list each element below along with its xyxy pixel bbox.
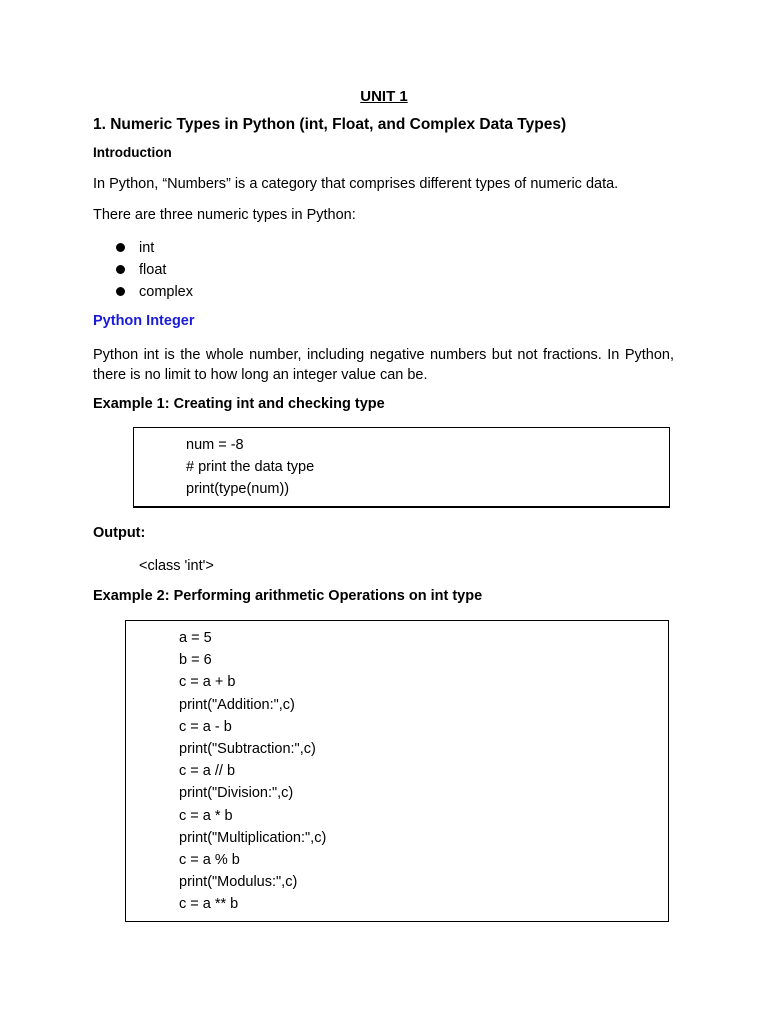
output-value: <class 'int'>	[139, 558, 214, 574]
list-item	[93, 260, 193, 282]
code-line: num = -8	[186, 437, 244, 453]
code-line: print("Multiplication:",c)	[179, 829, 327, 846]
numeric-types-list	[93, 238, 193, 304]
code-line: print(type(num))	[186, 481, 290, 498]
python-integer-heading: Python Integer	[93, 313, 195, 329]
integer-description: Python int is the whole number, including negative numbers but not fractions. In Python, there is no limit to how long an integer value can be.	[93, 347, 674, 383]
code-line: print("Division:",c)	[179, 785, 294, 802]
example2-code-box	[125, 620, 669, 922]
code-line: c = a // b	[179, 763, 236, 780]
code-line: a = 5	[179, 630, 212, 646]
bullet-icon	[116, 265, 125, 274]
code-line: print("Subtraction:",c)	[179, 740, 316, 757]
section-heading: 1. Numeric Types in Python (int, Float, and Complex Data Types)	[93, 116, 567, 133]
list-item	[93, 238, 193, 260]
code-line: # print the data type	[186, 459, 315, 476]
list-item-label: complex	[139, 284, 193, 300]
intro-heading: Introduction	[93, 145, 172, 160]
example1-heading: Example 1: Creating int and checking type	[93, 396, 385, 412]
code-line: print("Addition:",c)	[179, 696, 295, 713]
code-line: b = 6	[179, 652, 212, 669]
example1-code-box	[133, 427, 670, 508]
output-label: Output:	[93, 525, 146, 541]
code-line: print("Modulus:",c)	[179, 874, 298, 891]
code-line: c = a ** b	[179, 896, 239, 913]
code-line: c = a + b	[179, 674, 236, 691]
code-line: c = a % b	[179, 851, 240, 868]
code-line: c = a * b	[179, 807, 233, 824]
unit-title: UNIT 1	[360, 88, 408, 105]
types-lead: There are three numeric types in Python:	[93, 207, 356, 223]
bullet-icon	[116, 243, 125, 252]
list-item-label: float	[139, 262, 167, 278]
list-item	[93, 282, 193, 304]
list-item-label: int	[139, 240, 155, 256]
example2-heading: Example 2: Performing arithmetic Operations on int type	[93, 588, 483, 604]
code-line: c = a - b	[179, 718, 232, 735]
bullet-icon	[116, 287, 125, 296]
intro-paragraph: In Python, “Numbers” is a category that comprises different types of numeric data.	[93, 176, 619, 192]
